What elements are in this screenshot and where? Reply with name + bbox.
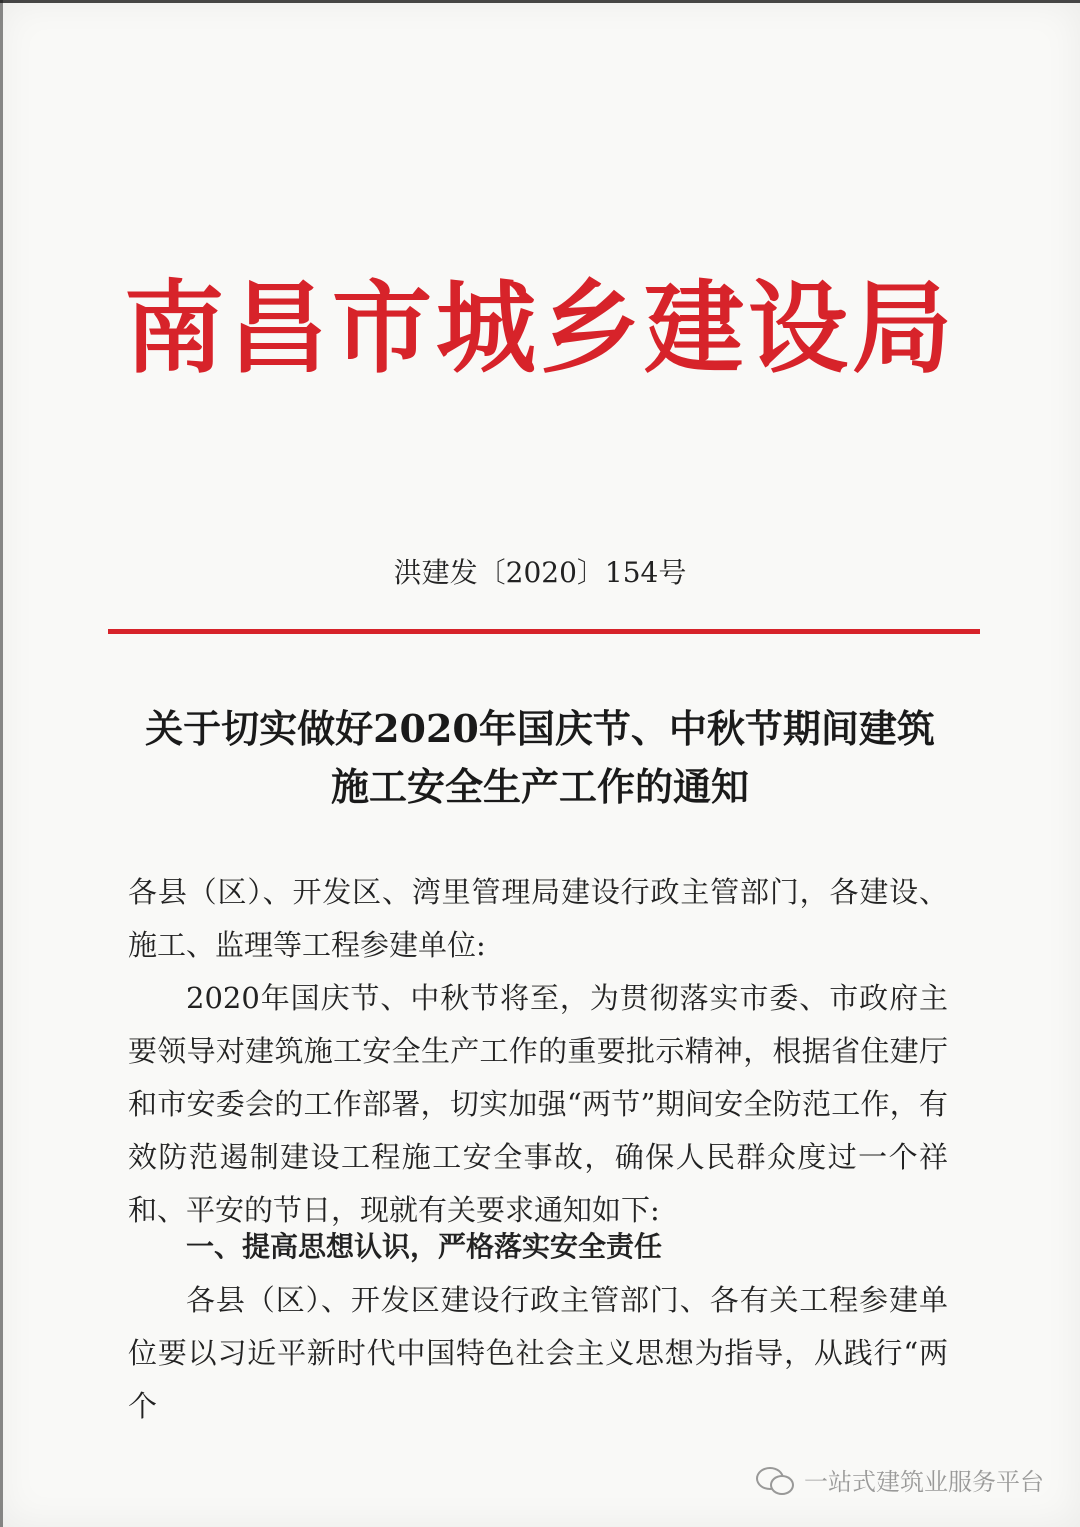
wechat-icon [756,1465,794,1495]
addressee: 各县（区）、开发区、湾里管理局建设行政主管部门，各建设、施工、监理等工程参建单位: [128,875,948,962]
paragraph-intro: 2020年国庆节、中秋节将至，为贯彻落实市委、市政府主要领导对建筑施工安全生产工作的重要批示精神，根据省住建厅和市安委会的工作部署，切实加强“两节”期间安全防范工作，有效防范遏制建设工程施工安全事故，确保人民群众度过一个祥和、平安的节日，现就有关要求通知如下: [128,981,948,1227]
document-title [90,700,990,816]
watermark-text: 一站式建筑业服务平台 [804,1468,1044,1496]
paragraph-section-1: 各县（区）、开发区建设行政主管部门、各有关工程参建单位要以习近平新时代中国特色社会主义思想为指导，从践行“两个 [128,1283,948,1423]
letterhead-title: 南昌市城乡建设局 [124,269,956,387]
watermark [756,1462,1044,1497]
title-line-2: 施工安全生产工作的通知 [330,764,749,809]
title-line-1: 关于切实做好2020年国庆节、中秋节期间建筑 [145,706,935,751]
section-heading-1: 一、提高思想认识，严格落实安全责任 [186,1230,663,1263]
scan-edge-left [0,0,3,1527]
red-divider [108,629,980,634]
document-number: 洪建发〔2020〕154号 [393,556,687,589]
scan-edge-top [0,0,1080,3]
